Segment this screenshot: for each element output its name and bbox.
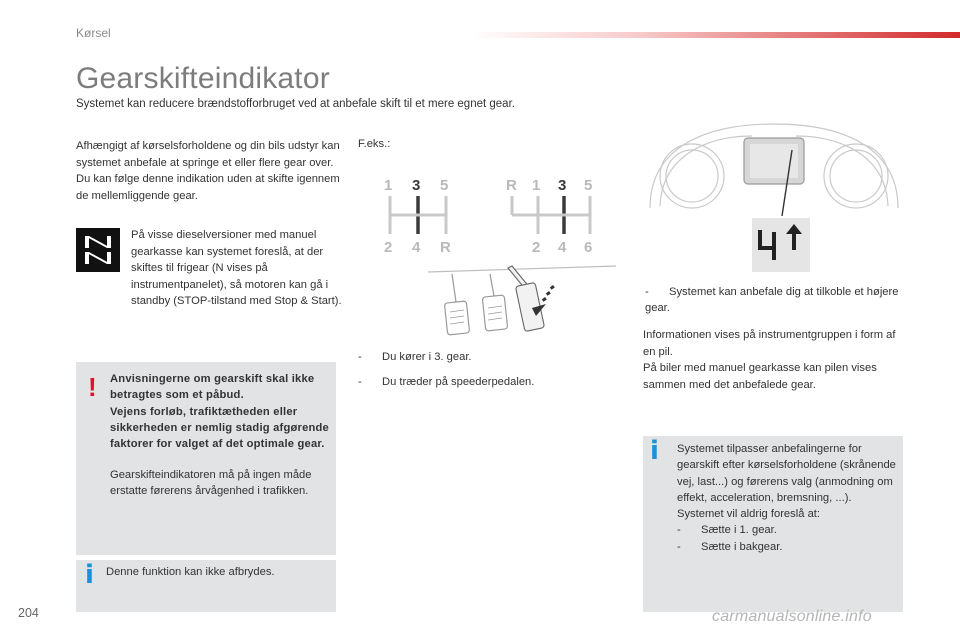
bullet-third-gear-text: Du kører i 3. gear.	[382, 351, 472, 363]
dash: -	[677, 524, 681, 537]
gear-label-right-bottom-4: 4	[558, 239, 567, 256]
dash: -	[645, 286, 649, 298]
info-right-line-1: Systemet tilpasser anbefalingerne for gearskift efter kørselsforholdene (skrånende vej, last...) og førerens valg (anmodning om effekt, acceleration, bremsning, ...).	[677, 443, 896, 504]
page-subtitle: Systemet kan reducere brændstofforbruget ved at anbefale skift til et mere egnet gear.	[76, 98, 515, 110]
neutral-gear-n-icon	[76, 228, 120, 272]
info-text-right	[677, 441, 899, 555]
right-para-text-1: Informationen vises på instrumentgruppen i form af en pil.	[643, 329, 896, 358]
bullet-accelerator	[358, 374, 534, 390]
info-icon: i	[650, 436, 659, 466]
page-title: Gearskifteindikator	[76, 62, 330, 95]
info-icon: i	[85, 560, 94, 590]
warning-exclamation-icon: !	[88, 372, 97, 402]
warning-bold-text	[110, 371, 332, 452]
header-accent-bar	[470, 32, 960, 38]
gear-label-right-bottom-2: 2	[532, 239, 541, 256]
gear-label-right-top-5: 5	[584, 177, 593, 194]
gear-label-left-top-5: 5	[440, 177, 449, 194]
gear-label-left-bottom-r: R	[440, 239, 451, 256]
right-bullet-higher-gear	[645, 284, 900, 316]
info-right-line-2: Systemet vil aldrig foreslå at:	[677, 508, 821, 521]
gear-label-left-top-3-active: 3	[412, 177, 421, 194]
intro-text-2: Du kan følge denne indikation uden at skifte igennem de mellemliggende gear.	[76, 173, 340, 202]
gear-label-left-bottom-4: 4	[412, 239, 421, 256]
right-para-text-2: På biler med manuel gearkasse kan pilen vises sammen med det anbefalede gear.	[643, 362, 877, 391]
gearbox-right-6-speed	[512, 196, 590, 234]
gearbox-left-5-speed	[390, 196, 446, 234]
page-number: 204	[18, 606, 39, 620]
section-label: Kørsel	[76, 26, 111, 40]
gear-label-left-top-1: 1	[384, 177, 393, 194]
dash: -	[677, 540, 681, 553]
intro-text-1: Afhængigt af kørselsforholdene og din bils udstyr kan systemet anbefale at springe et eller flere gear over.	[76, 140, 340, 169]
gear-shift-up-indicator-icon	[752, 218, 810, 272]
instrument-cluster-illustration	[644, 118, 904, 218]
bullet-third-gear	[358, 349, 472, 365]
warning-bold-line-1: Anvisningerne om gearskift skal ikke betragtes som et påbud.	[110, 373, 315, 402]
example-label: F.eks.:	[358, 138, 391, 150]
gear-label-right-top-r: R	[506, 177, 517, 194]
info-right-bullet-2-text: Sætte i bakgear.	[701, 540, 783, 553]
intro-paragraph	[76, 138, 344, 204]
warning-normal-text: Gearskifteindikatoren må på ingen måde erstatte førerens årvågenhed i trafikken.	[110, 469, 312, 498]
right-bullet-text: Systemet kan anbefale dig at tilkoble et højere gear.	[645, 286, 899, 314]
watermark: carmanualsonline.info	[712, 608, 872, 625]
info-text-left: Denne funktion kan ikke afbrydes.	[106, 566, 275, 578]
warning-bold-line-2: Vejens forløb, trafiktætheden eller sikkerheden er nemlig stadig afgørende faktorer for valget af det optimale gear.	[110, 405, 329, 451]
gear-label-right-top-3-active: 3	[558, 177, 567, 194]
diesel-neutral-paragraph: På visse dieselversioner med manuel gearkasse kan systemet foreslå, at der skiftes til frigear (N vises på instrumentpanelet), så motoren kan gå i standby (STOP-tilstand med Stop & Start).	[131, 229, 342, 307]
gear-label-right-bottom-6: 6	[584, 239, 593, 256]
gear-label-right-top-1: 1	[532, 177, 541, 194]
gearbox-diagrams	[378, 170, 618, 270]
info-right-bullet-1-text: Sætte i 1. gear.	[701, 524, 777, 537]
info-right-bullet-1	[677, 524, 777, 536]
dash: -	[358, 376, 362, 388]
pedals-illustration	[420, 262, 620, 342]
dash: -	[358, 351, 362, 363]
info-right-bullet-2	[677, 541, 782, 553]
gear-label-left-bottom-2: 2	[384, 239, 393, 256]
bullet-accelerator-text: Du træder på speederpedalen.	[382, 376, 535, 388]
right-info-paragraph	[643, 327, 903, 393]
